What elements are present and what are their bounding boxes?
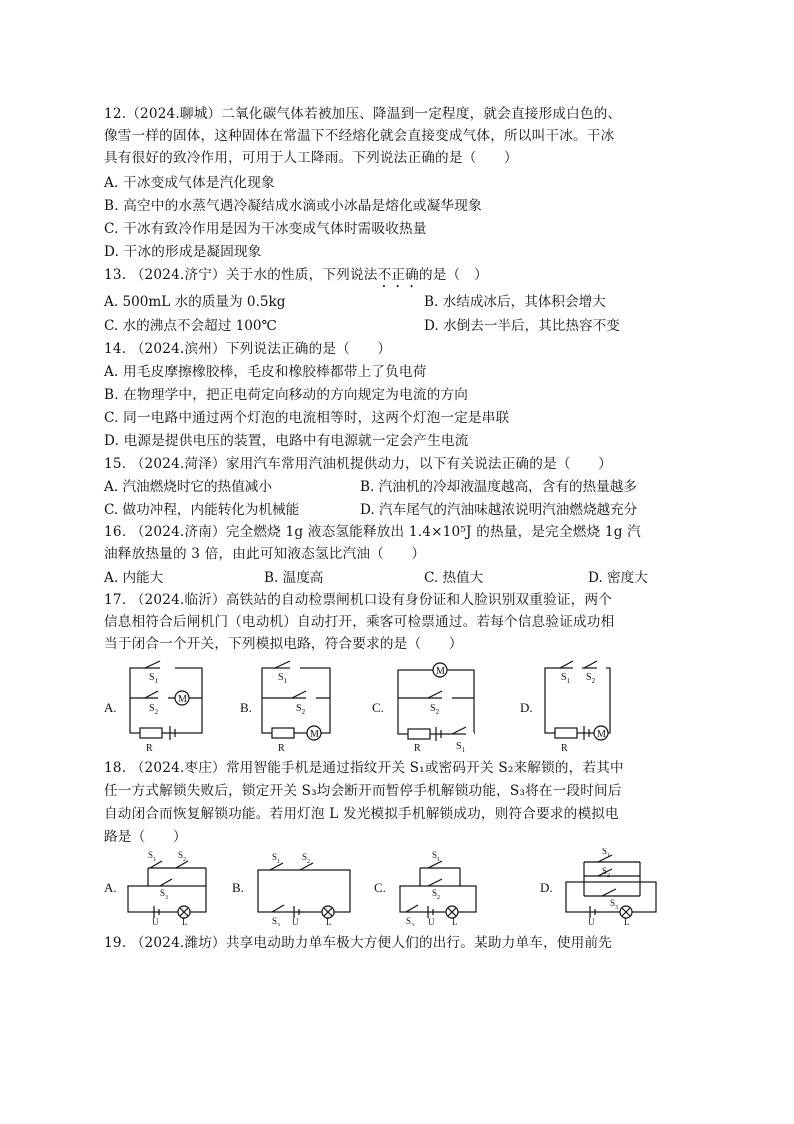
- svg-text:R: R: [561, 743, 568, 754]
- q13-stem: [104, 265, 488, 291]
- svg-text:R: R: [278, 743, 285, 754]
- q12-stem-line-2: 像雪一样的固体，这种固体在常温下不经熔化就会直接变成气体，所以叫干冰。干冰: [104, 128, 615, 144]
- svg-text:S2: $S_2$: [602, 866, 611, 879]
- q18-circuit-a: [128, 861, 206, 918]
- svg-text:S1: $S_1$: [278, 672, 288, 685]
- svg-text:S3: $S_3$: [160, 888, 169, 901]
- q13-stem-after: 的是（ ）: [418, 267, 488, 283]
- svg-text:S1: $S_1$: [602, 848, 611, 859]
- svg-text:S3: $S_3$: [406, 916, 415, 926]
- q12-option-a: A. 干冰变成气体是汽化现象: [104, 175, 275, 191]
- svg-text:S2: $S_2$: [178, 850, 187, 863]
- q12-option-c: C. 干冰有致冷作用是因为干冰变成气体时需吸收热量: [104, 221, 427, 237]
- svg-text:U: U: [588, 917, 595, 926]
- svg-text:R: R: [414, 743, 421, 754]
- q14-option-c: C. 同一电路中通过两个灯泡的电流相等时，这两个灯泡一定是串联: [104, 410, 510, 426]
- svg-text:L: L: [182, 917, 188, 926]
- q16-option-c: C. 热值大: [424, 570, 484, 586]
- svg-text:U: U: [428, 917, 435, 926]
- q14-option-a: A. 用毛皮摩擦橡胶棒，毛皮和橡胶棒都带上了负电荷: [104, 364, 427, 380]
- q17-label-d: D.: [520, 700, 533, 715]
- q16-option-d: D. 密度大: [588, 570, 648, 586]
- q13-stem-emphasis: 不正确: [377, 267, 419, 283]
- svg-text:S2: $S_2$: [149, 703, 159, 716]
- q17-label-c: C.: [372, 700, 384, 715]
- q15-option-c: C. 做功冲程，内能转化为机械能: [104, 502, 300, 518]
- svg-text:S2: $S_2$: [430, 703, 440, 716]
- q15-option-b: B. 汽油机的冷却液温度越高，含有的热量越多: [360, 479, 637, 495]
- q18-circuits: [0, 848, 794, 926]
- q15-option-a: A. 汽油燃烧时它的热值减小: [104, 479, 272, 495]
- q18-stem-line-2: 任一方式解锁失败后，锁定开关 S₃均会断开而暂停手机解锁功能，S₃将在一段时间后: [104, 783, 622, 799]
- svg-text:M: M: [310, 729, 319, 740]
- q16-stem-line-1: 16. （2024.济南）完全燃烧 1g 液态氢能释放出 1.4×10⁵J 的热量，是完全燃烧 1g 汽: [104, 524, 641, 540]
- q17-label-b: B.: [240, 700, 252, 715]
- q19-stem-line-1: 19. （2024.潍坊）共享电动助力单车极大方便人们的出行。某助力单车，使用前先: [104, 935, 613, 951]
- svg-text:S1: $S_1$: [561, 672, 571, 685]
- svg-text:S1: $S_1$: [149, 672, 159, 685]
- q17-circuit-b: [262, 661, 330, 740]
- q13-option-b: B. 水结成冰后，其体积会增大: [424, 294, 606, 310]
- svg-text:L: L: [452, 917, 458, 926]
- svg-text:S1: $S_1$: [272, 852, 281, 865]
- svg-text:S3: $S_3$: [610, 898, 619, 911]
- q18-stem-line-4: 路是（ ）: [104, 829, 187, 845]
- svg-text:L: L: [624, 917, 630, 926]
- q14-option-d: D. 电源是提供电压的装置，电路中有电源就一定会产生电流: [104, 433, 469, 449]
- svg-text:U: U: [292, 917, 299, 926]
- q16-option-a: A. 内能大: [104, 570, 164, 586]
- q18-stem-line-3: 自动闭合而恢复解锁功能。若用灯泡 L 发光模拟手机解锁成功，则符合要求的模拟电: [104, 806, 619, 822]
- svg-text:U: U: [152, 917, 159, 926]
- q18-stem-line-1: 18. （2024.枣庄）常用智能手机是通过指纹开关 S₁或密码开关 S₂来解锁的，若其中: [104, 760, 624, 776]
- q18-label-d: D.: [540, 880, 553, 895]
- q12-stem-line-1: 12.（2024.聊城）二氧化碳气体若被加压、降温到一定程度，就会直接形成白色的、: [104, 106, 622, 122]
- q13-option-d: D. 水倒去一半后，其比热容不变: [424, 318, 620, 334]
- q14-stem: 14. （2024.滨州）下列说法正确的是（ ）: [104, 341, 392, 357]
- q18-label-a: A.: [104, 880, 117, 895]
- q12-stem-line-3: 具有很好的致冷作用，可用于人工降雨。下列说法正确的是（ ）: [104, 150, 518, 166]
- q18-label-c: C.: [374, 880, 386, 895]
- q18-circuit-d: [566, 855, 656, 918]
- q17-stem-line-2: 信息相符合后闸机门（电动机）自动打开，乘客可检票通过。若每个信息验证成功相: [104, 614, 615, 630]
- svg-text:S2: $S_2$: [586, 672, 596, 685]
- q15-option-d: D. 汽车尾气的汽油味越浓说明汽油燃烧越充分: [360, 502, 638, 518]
- q16-option-b: B. 温度高: [264, 570, 324, 586]
- svg-text:S2: $S_2$: [432, 888, 441, 901]
- svg-text:S3: $S_3$: [272, 916, 281, 926]
- q12-option-b: B. 高空中的水蒸气遇冷凝结成水滴或小冰晶是熔化或凝华现象: [104, 198, 482, 214]
- svg-text:L: L: [326, 917, 332, 926]
- q15-stem: 15. （2024.菏泽）家用汽车常用汽油机提供动力，以下有关说法正确的是（ ）: [104, 456, 613, 472]
- q18-label-b: B.: [232, 880, 244, 895]
- svg-text:M: M: [178, 694, 187, 705]
- svg-text:S1: $S_1$: [456, 741, 466, 754]
- q16-stem-line-2: 油释放热量的 3 倍，由此可知液态氢比汽油（ ）: [104, 546, 426, 562]
- q17-circuit-a: [130, 661, 202, 740]
- q17-circuits: [0, 658, 794, 754]
- svg-text:S2: $S_2$: [296, 703, 306, 716]
- q17-label-a: A.: [104, 700, 117, 715]
- q13-option-c: C. 水的沸点不会超过 100℃: [104, 318, 277, 334]
- q14-option-b: B. 在物理学中，把正电荷定向移动的方向规定为电流的方向: [104, 387, 469, 403]
- svg-text:R: R: [146, 743, 153, 754]
- svg-text:S2: $S_2$: [302, 852, 311, 865]
- q17-stem-line-3: 当于闭合一个开关，下列模拟电路，符合要求的是（ ）: [104, 636, 463, 652]
- q13-stem-before: 13. （2024.济宁）关于水的性质，下列说法: [104, 267, 378, 283]
- q17-stem-line-1: 17. （2024.临沂）高铁站的自动检票闸机口设有身份证和人脸识别双重验证，两个: [104, 592, 613, 608]
- q12-option-d: D. 干冰的形成是凝固现象: [104, 244, 262, 260]
- svg-text:S1: $S_1$: [148, 850, 157, 863]
- svg-text:S1: $S_1$: [432, 850, 441, 863]
- q13-option-a: A. 500mL 水的质量为 0.5kg: [104, 294, 286, 310]
- q18-circuit-b: [258, 863, 350, 918]
- q18-circuit-c: [400, 861, 476, 918]
- svg-text:M: M: [597, 729, 606, 740]
- svg-text:M: M: [436, 666, 445, 677]
